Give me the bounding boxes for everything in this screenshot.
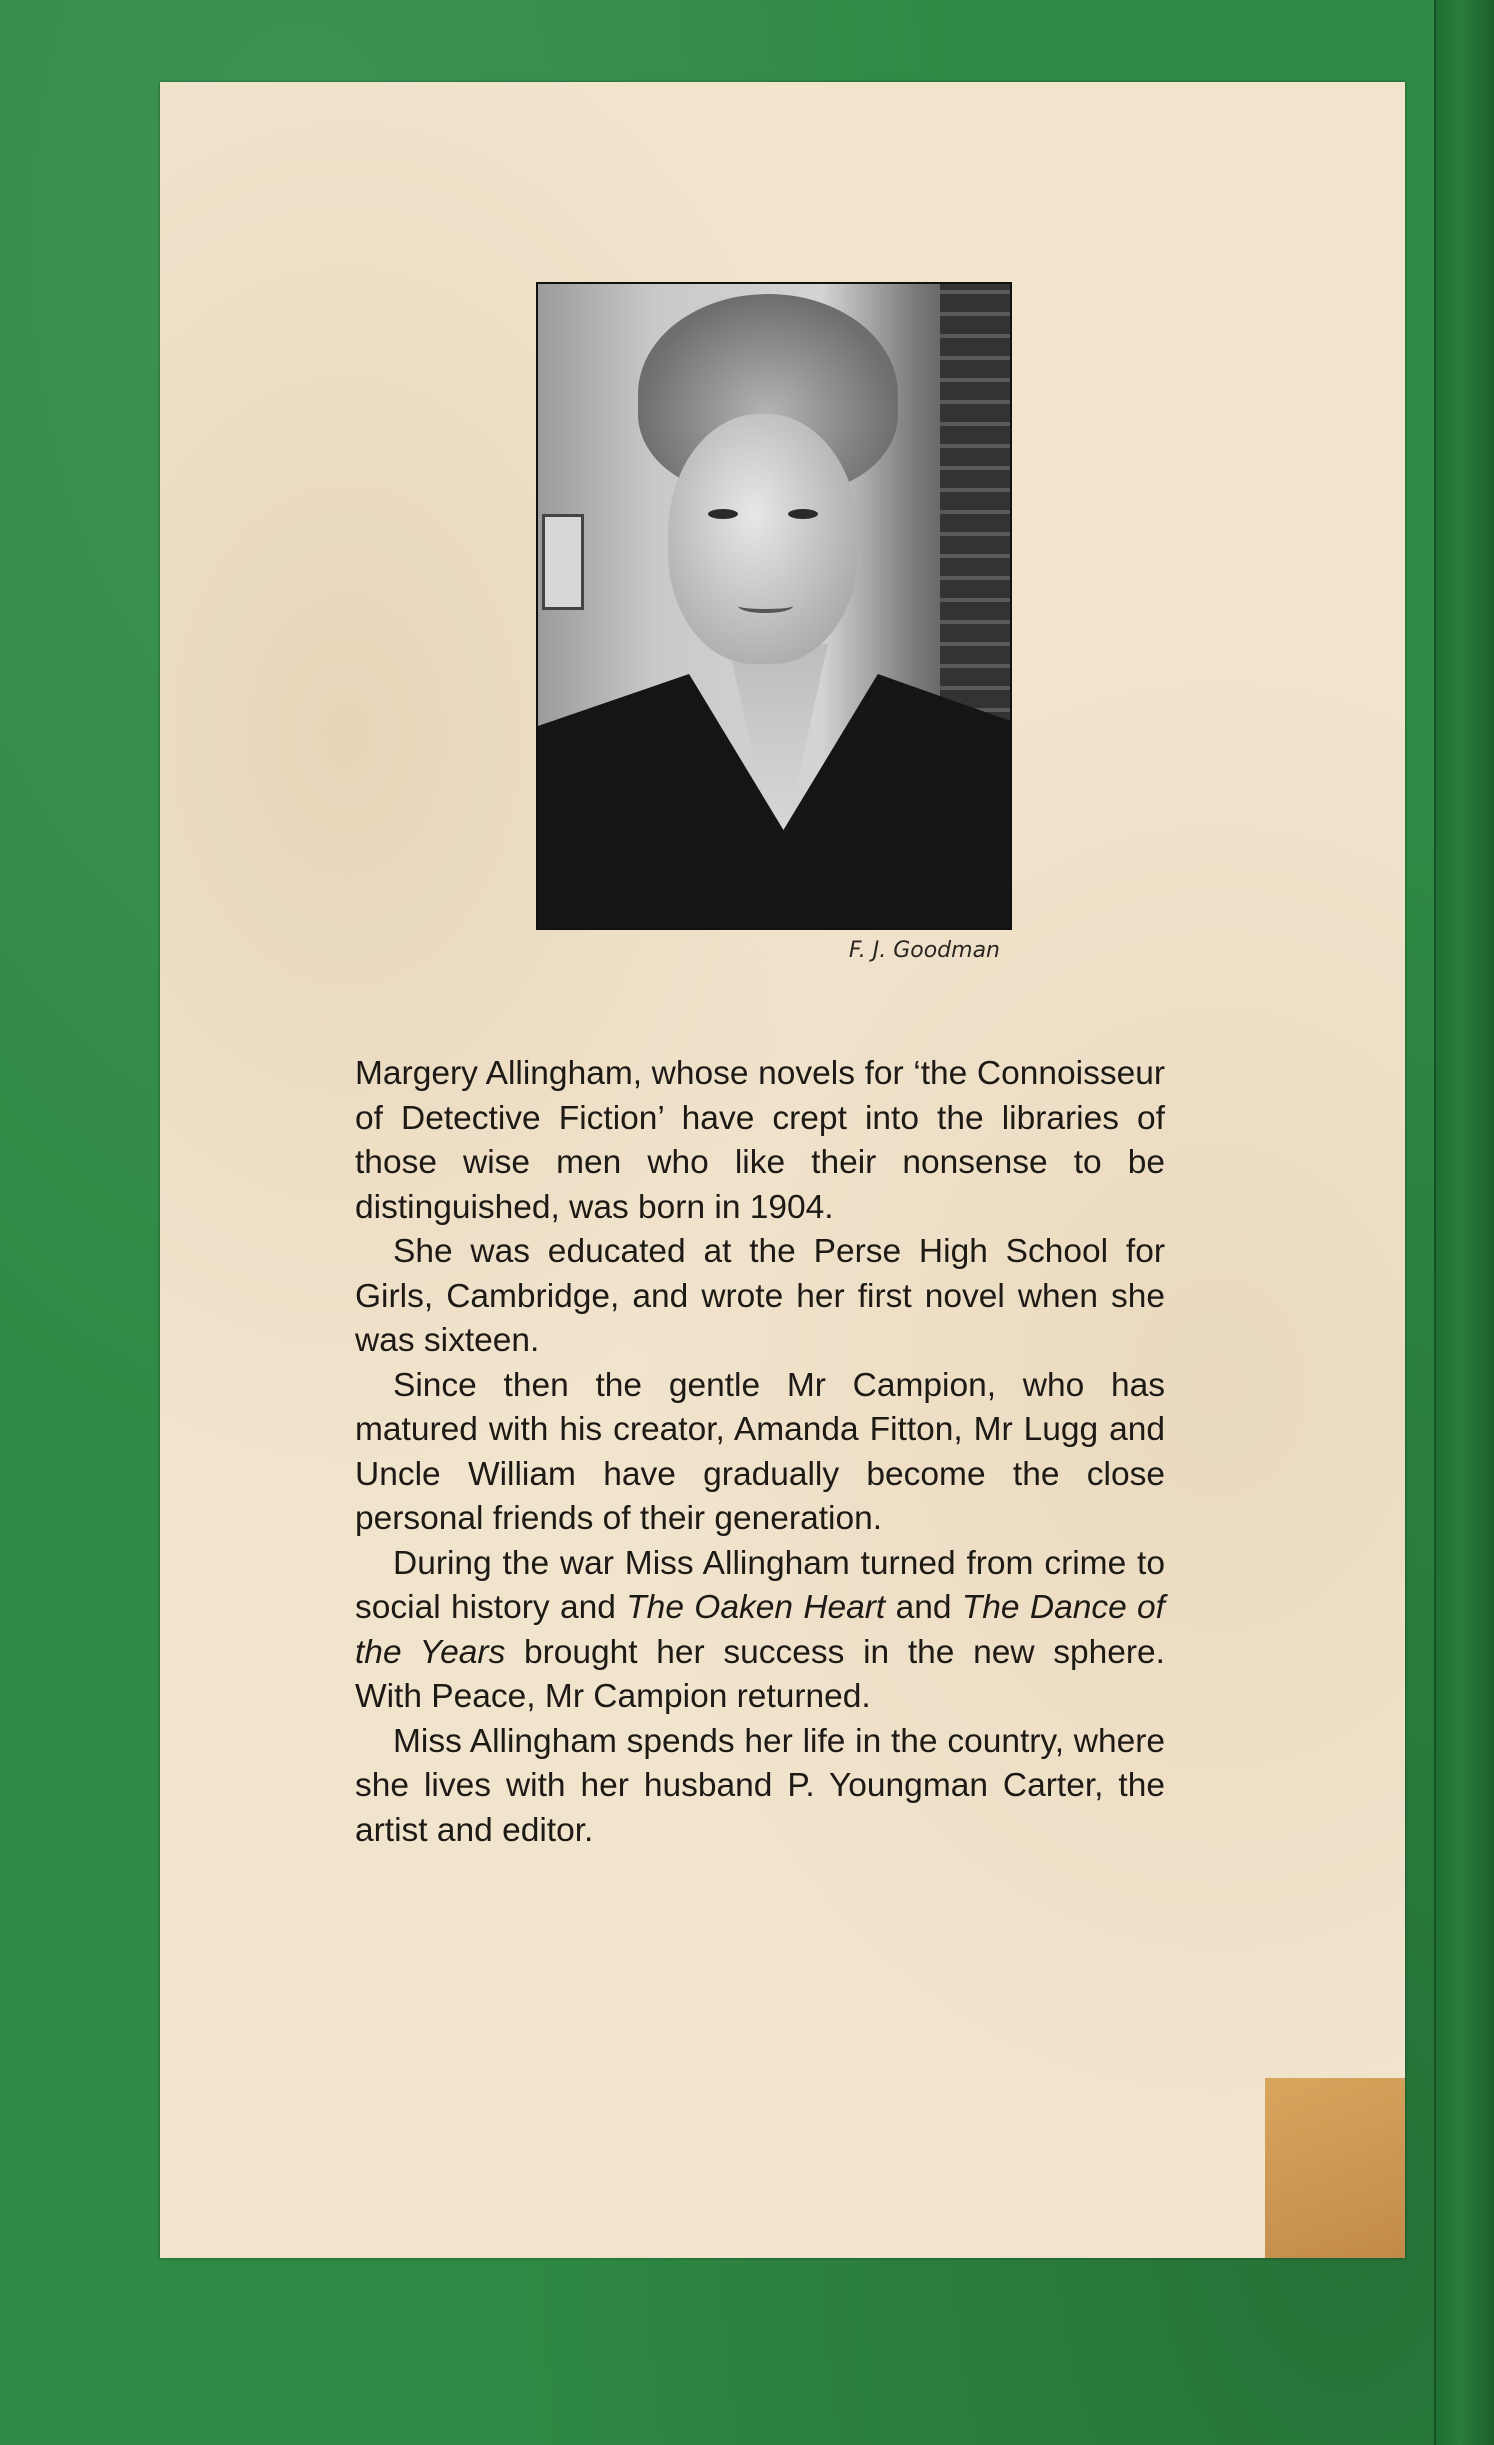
right-eye — [788, 509, 818, 519]
bio-paragraph-1: Margery Allingham, whose novels for ‘the Connoisseur of Detective Fiction’ have crept into the libraries of those wise men who like their nonsense to be distinguished, was born in 1904. — [355, 1055, 1165, 1226]
author-biography — [355, 1052, 1165, 1853]
mouth — [738, 599, 793, 613]
photo-credit: F. J. Goodman — [848, 938, 1000, 963]
author-photo — [536, 282, 1012, 930]
bio-paragraph-4: During the war Miss Allingham turned from crime to social history and The Oaken Heart and The Dance of the Years brought her success in the new sphere. With Peace, Mr Campion returned. — [355, 1544, 1165, 1715]
paper-stain — [1265, 2078, 1405, 2258]
left-eye — [708, 509, 738, 519]
bio-paragraph-5: Miss Allingham spends her life in the country, where she lives with her husband P. Youngman Carter, the artist and editor. — [355, 1722, 1165, 1849]
book-title-oaken-heart: The Oaken Heart — [626, 1589, 886, 1626]
spine-edge — [1434, 0, 1494, 2445]
book-title-dance-of-the-years: The Dance of the Years — [355, 1589, 1165, 1671]
wall-picture — [542, 514, 584, 610]
bio-paragraph-3: Since then the gentle Mr Campion, who has matured with his creator, Amanda Fitton, Mr Lugg and Uncle William have gradually become the close personal friends of their generation. — [355, 1366, 1165, 1537]
face — [668, 414, 858, 664]
bio-paragraph-2: She was educated at the Perse High School for Girls, Cambridge, and wrote her first novel when she was sixteen. — [355, 1233, 1165, 1359]
